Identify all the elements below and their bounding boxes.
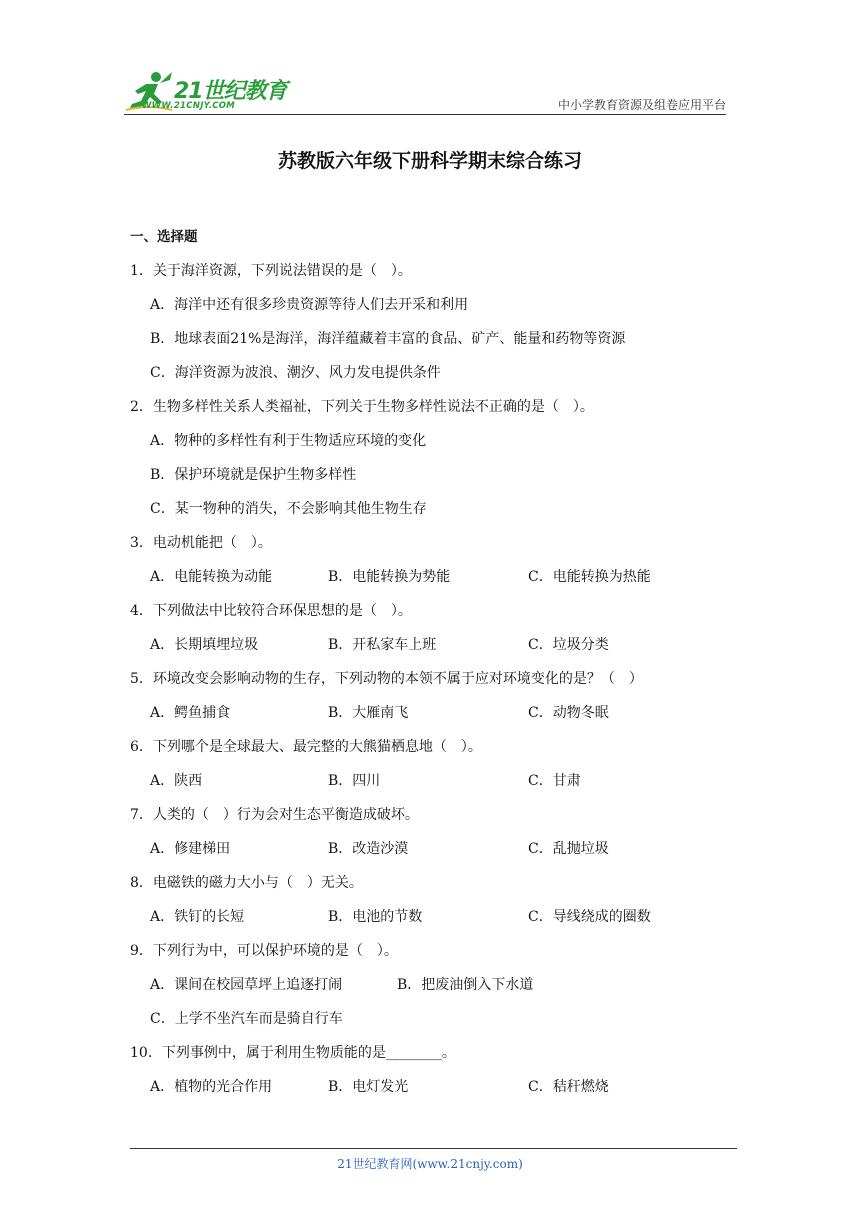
option-5a: A．鳄鱼捕食 (150, 705, 231, 721)
question-2: 2．生物多样性关系人类福祉，下列关于生物多样性说法不正确的是（ ）。 (130, 399, 594, 415)
option-9c: C．上学不坐汽车而是骑自行车 (150, 1011, 343, 1027)
question-1: 1．关于海洋资源，下列说法错误的是（ ）。 (130, 263, 412, 279)
options-row-6 (130, 770, 730, 792)
option-1b: B．地球表面21%是海洋，海洋蕴藏着丰富的食品、矿产、能量和药物等资源 (150, 331, 626, 347)
option-10a: A．植物的光合作用 (150, 1079, 273, 1095)
option-2a: A．物种的多样性有利于生物适应环境的变化 (150, 433, 427, 449)
option-8b: B．电池的节数 (328, 909, 423, 925)
question-10: 10．下列事例中，属于利用生物质能的是________。 (130, 1045, 456, 1061)
option-2c: C．某一物种的消失，不会影响其他生物生存 (150, 501, 427, 517)
options-row-9 (130, 974, 730, 996)
header-divider (124, 114, 726, 115)
question-4: 4．下列做法中比较符合环保思想的是（ ）。 (130, 603, 412, 619)
header-tagline: 中小学教育资源及组卷应用平台 (557, 98, 726, 112)
question-3: 3．电动机能把（ ）。 (130, 535, 272, 551)
option-5b: B．大雁南飞 (328, 705, 409, 721)
section-heading: 一、选择题 (130, 229, 198, 245)
question-5: 5．环境改变会影响动物的生存，下列动物的本领不属于应对环境变化的是？（ ） (130, 671, 643, 687)
question-9: 9．下列行为中，可以保护环境的是（ ）。 (130, 943, 398, 959)
options-row-8 (130, 906, 730, 928)
options-row-3 (130, 566, 730, 588)
options-row-4 (130, 634, 730, 656)
option-7b: B．改造沙漠 (328, 841, 409, 857)
option-1a: A．海洋中还有很多珍贵资源等待人们去开采和利用 (150, 297, 469, 313)
option-2b: B．保护环境就是保护生物多样性 (150, 467, 357, 483)
option-8a: A．铁钉的长短 (150, 909, 245, 925)
option-7a: A．修建梯田 (150, 841, 231, 857)
footer-divider (130, 1148, 737, 1149)
option-8c: C．导线绕成的圈数 (528, 909, 651, 925)
option-7c: C．乱抛垃圾 (528, 841, 609, 857)
option-10b: B．电灯发光 (328, 1079, 409, 1095)
option-6c: C．甘肃 (528, 773, 581, 789)
option-3c: C．电能转换为热能 (528, 569, 651, 585)
site-logo[interactable] (124, 70, 294, 116)
option-4c: C．垃圾分类 (528, 637, 609, 653)
option-3a: A．电能转换为动能 (150, 569, 273, 585)
logo-text: 21世纪教育 (174, 79, 287, 104)
logo-url: WWW.21CNJY.COM (142, 101, 236, 111)
options-row-5 (130, 702, 730, 724)
option-9b: B．把废油倒入下水道 (397, 977, 534, 993)
option-4b: B．开私家车上班 (328, 637, 437, 653)
option-9a: A．课间在校园草坪上追逐打闹 (150, 977, 343, 993)
option-4a: A．长期填埋垃圾 (150, 637, 259, 653)
question-7: 7．人类的（ ）行为会对生态平衡造成破坏。 (130, 807, 419, 823)
page-header (0, 0, 860, 120)
option-3b: B．电能转换为势能 (328, 569, 451, 585)
option-6a: A．陕西 (150, 773, 203, 789)
question-8: 8．电磁铁的磁力大小与（ ）无关。 (130, 875, 363, 891)
options-row-7 (130, 838, 730, 860)
question-6: 6．下列哪个是全球最大、最完整的大熊猫栖息地（ ）。 (130, 739, 482, 755)
footer-link[interactable]: 21世纪教育网(www.21cnjy.com) (337, 1157, 523, 1171)
option-1c: C．海洋资源为波浪、潮汐、风力发电提供条件 (150, 365, 441, 381)
page-title: 苏教版六年级下册科学期末综合练习 (277, 150, 582, 172)
options-row-10 (130, 1076, 730, 1098)
option-6b: B．四川 (328, 773, 381, 789)
option-10c: C．秸秆燃烧 (528, 1079, 609, 1095)
option-5c: C．动物冬眠 (528, 705, 609, 721)
question-list (130, 226, 730, 1110)
